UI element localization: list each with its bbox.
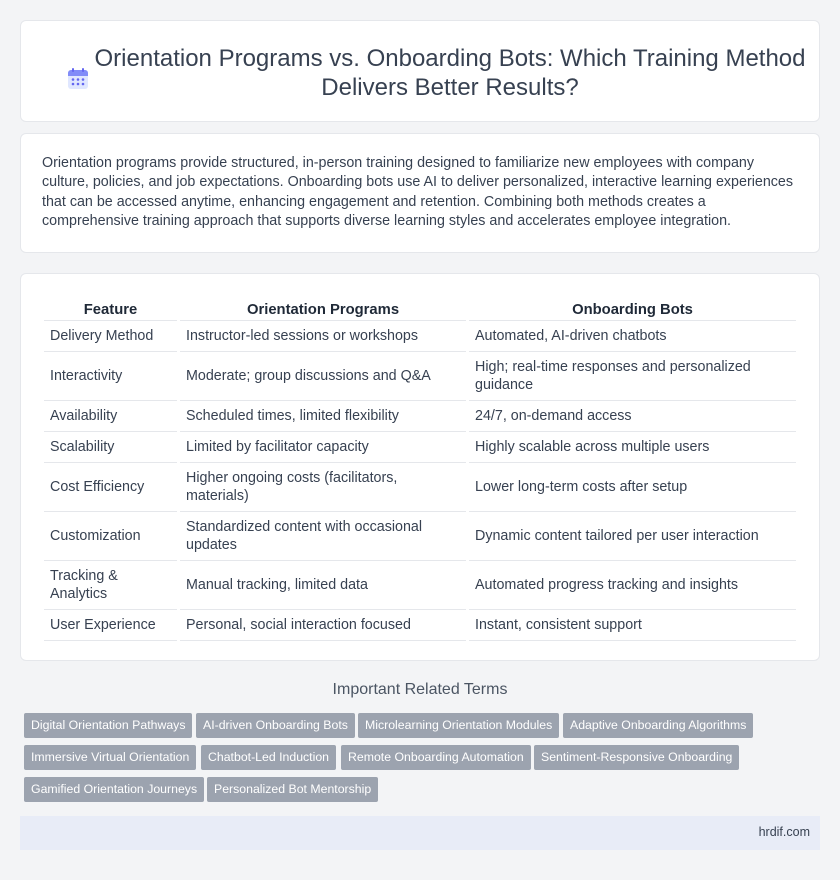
table-header-row — [44, 295, 796, 321]
table-row — [44, 321, 796, 352]
orientation-cell: Moderate; group discussions and Q&A — [180, 352, 466, 401]
table-row — [44, 401, 796, 432]
feature-cell: Availability — [44, 401, 177, 432]
related-terms-title: Important Related Terms — [332, 681, 508, 698]
bots-cell: High; real-time responses and personalized guidance — [469, 352, 796, 401]
table-row — [44, 512, 796, 561]
comparison-table — [41, 295, 799, 641]
related-tag[interactable]: Immersive Virtual Orientation — [24, 745, 196, 770]
related-tag[interactable]: Personalized Bot Mentorship — [207, 777, 378, 802]
orientation-cell: Higher ongoing costs (facilitators, materials) — [180, 463, 466, 512]
related-tag[interactable]: Gamified Orientation Journeys — [24, 777, 204, 802]
feature-cell: Scalability — [44, 432, 177, 463]
orientation-cell: Scheduled times, limited flexibility — [180, 401, 466, 432]
feature-cell: Delivery Method — [44, 321, 177, 352]
table-row — [44, 561, 796, 610]
related-tag[interactable]: Microlearning Orientation Modules — [358, 713, 559, 738]
orientation-cell: Standardized content with occasional updates — [180, 512, 466, 561]
table-row — [44, 610, 796, 641]
feature-cell: Customization — [44, 512, 177, 561]
orientation-cell: Personal, social interaction focused — [180, 610, 466, 641]
related-tag[interactable]: Digital Orientation Pathways — [24, 713, 192, 738]
bots-cell: Automated, AI-driven chatbots — [469, 321, 796, 352]
intro-paragraph: Orientation programs provide structured, in-person training designed to familiarize new employees with company culture, policies, and job expectations. Onboarding bots use AI to deliver personalized, interactive learning experiences that can be accessed anytime, enhancing engagement and retention. Combining both methods creates a comprehensive training approach that supports diverse learning styles and accelerates employee integration. — [42, 155, 794, 229]
related-tag[interactable]: Adaptive Onboarding Algorithms — [563, 713, 753, 738]
bots-cell: Highly scalable across multiple users — [469, 432, 796, 463]
header-feature: Feature — [44, 295, 177, 321]
related-tag[interactable]: AI-driven Onboarding Bots — [196, 713, 355, 738]
orientation-cell: Limited by facilitator capacity — [180, 432, 466, 463]
footer-site-link[interactable]: hrdif.com — [758, 825, 810, 839]
page-title: Orientation Programs vs. Onboarding Bots: Which Training Method Delivers Better Results? — [94, 45, 806, 101]
orientation-cell: Instructor-led sessions or workshops — [180, 321, 466, 352]
title-card — [20, 20, 820, 122]
bots-cell: Dynamic content tailored per user interaction — [469, 512, 796, 561]
table-row — [44, 352, 796, 401]
bots-cell: Automated progress tracking and insights — [469, 561, 796, 610]
feature-cell: Cost Efficiency — [44, 463, 177, 512]
bots-cell: 24/7, on-demand access — [469, 401, 796, 432]
header-orientation-programs: Orientation Programs — [180, 295, 466, 321]
comparison-card — [20, 273, 820, 661]
header-onboarding-bots: Onboarding Bots — [469, 295, 796, 321]
feature-cell: Tracking & Analytics — [44, 561, 177, 610]
orientation-cell: Manual tracking, limited data — [180, 561, 466, 610]
related-tag[interactable]: Sentiment-Responsive Onboarding — [534, 745, 739, 770]
related-tag[interactable]: Remote Onboarding Automation — [341, 745, 531, 770]
bots-cell: Instant, consistent support — [469, 610, 796, 641]
table-row — [44, 463, 796, 512]
related-tag[interactable]: Chatbot-Led Induction — [201, 745, 336, 770]
bots-cell: Lower long-term costs after setup — [469, 463, 796, 512]
footer-bar — [20, 816, 820, 850]
table-row — [44, 432, 796, 463]
feature-cell: User Experience — [44, 610, 177, 641]
feature-cell: Interactivity — [44, 352, 177, 401]
calendar-grid-icon — [66, 67, 90, 91]
intro-card — [20, 133, 820, 253]
